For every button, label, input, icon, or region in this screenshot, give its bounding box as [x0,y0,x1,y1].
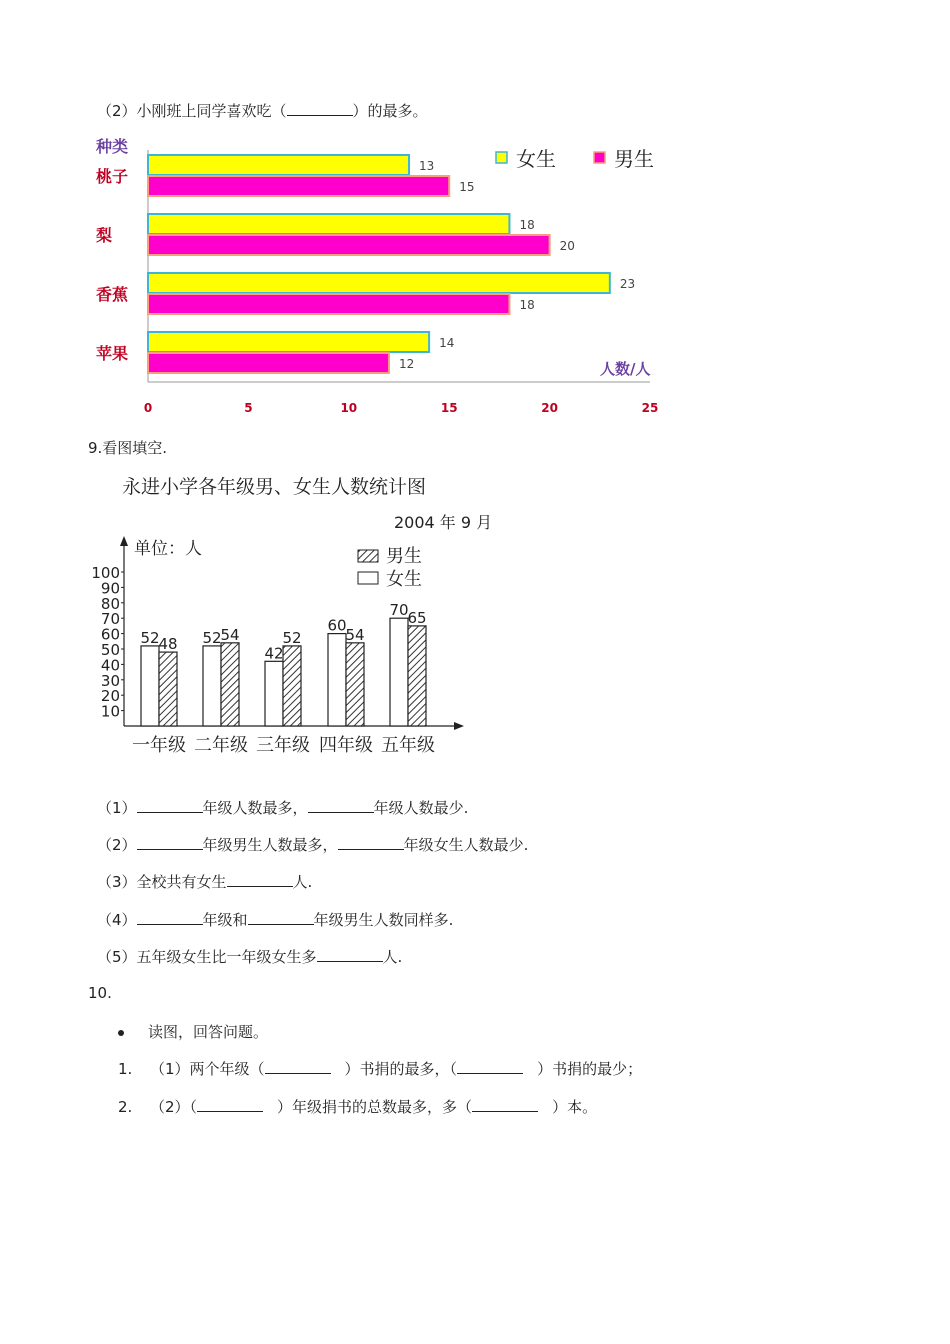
q9-item-4 [97,909,453,930]
bar-boys [346,643,364,726]
bar-男生 [148,353,389,373]
category-label: 梨 [96,226,113,245]
category-label: 二年级 [194,735,248,756]
answer-blank[interactable] [197,1097,263,1112]
data-label: 52 [140,628,160,647]
bar-boys [159,652,177,726]
x-axis-arrow [454,722,464,730]
data-label: 52 [202,628,222,647]
x-tick-label: 0 [143,401,153,415]
q9-item-5-p1: （5）五年级女生比一年级女生多 [97,948,317,966]
data-label: 20 [559,239,575,253]
bar-girls [203,646,221,726]
answer-blank[interactable] [287,101,353,116]
x-tick-label: 25 [641,401,659,415]
data-label: 52 [282,628,302,647]
q9-item-1-p3: 年级人数最少. [373,799,469,817]
data-label: 14 [439,336,455,350]
bar-girls [265,661,283,726]
q10-item-2-num: 2. [118,1098,133,1116]
q9-item-3 [97,871,312,892]
q10-item-1-p2: ）书捐的最多，（ [344,1060,458,1078]
answer-blank[interactable] [317,947,383,962]
y-tick-label: 90 [100,579,120,598]
q10-item-1-num: 1. [118,1060,133,1078]
fruit-bar-chart [88,130,688,420]
legend-swatch-girls [358,572,378,584]
q9-item-2-p2: 年级男生人数最多， [202,836,338,854]
q8-sub2-suffix: ）的最多。 [352,102,428,120]
data-label: 12 [398,357,415,371]
answer-blank[interactable] [137,798,203,813]
q9-item-4-p3: 年级男生人数同样多. [313,911,454,929]
data-label: 54 [220,625,240,644]
q10-title: 10. [88,984,112,1002]
chart-title: 永进小学各年级男、女生人数统计图 [122,476,427,498]
answer-blank[interactable] [472,1097,538,1112]
category-label: 桃子 [96,167,129,186]
q9-item-2-p3: 年级女生人数最少. [403,836,529,854]
q10-bullet-text: 读图，回答问题。 [148,1023,269,1041]
bar-女生 [148,214,509,234]
q9-item-2 [97,834,528,855]
bar-girls [141,646,159,726]
y-tick-label: 70 [100,610,120,629]
bar-boys [283,646,301,726]
answer-blank[interactable] [338,835,404,850]
data-label: 15 [459,180,475,194]
q10-item-2 [118,1096,597,1117]
q9-item-1-p1: （1） [97,799,137,817]
legend-label-girls: 女生 [516,147,556,171]
answer-blank[interactable] [265,1059,331,1074]
q9-item-1 [97,797,468,818]
x-tick-label: 10 [340,401,358,415]
bar-boys [221,643,239,726]
y-axis-label: 种类 [96,137,129,156]
data-label: 60 [327,616,347,635]
answer-blank[interactable] [137,835,203,850]
q10-item-1 [118,1058,642,1079]
q8-sub2-line [97,100,428,121]
x-tick-label: 15 [440,401,458,415]
bullet-dot [118,1030,124,1036]
x-tick-label: 5 [244,401,253,415]
q9-item-2-p1: （2） [97,836,137,854]
category-label: 五年级 [381,735,435,756]
legend-label-girls: 女生 [386,569,422,590]
bar-女生 [148,332,429,352]
q9-item-5-p2: 人. [382,948,403,966]
data-label: 70 [389,601,409,620]
category-label: 香蕉 [96,285,129,304]
q10-item-2-p1: （2）（ [150,1098,198,1116]
answer-blank[interactable] [457,1059,523,1074]
y-tick-label: 50 [100,641,120,659]
y-tick-label: 10 [100,702,120,721]
x-axis-label: 人数/人 [600,360,651,378]
answer-blank[interactable] [227,872,293,887]
data-label: 18 [519,218,535,232]
chart-legend [496,147,654,171]
q9-item-4-p2: 年级和 [202,911,248,929]
q9-item-4-p1: （4） [97,911,137,929]
data-label: 42 [264,644,284,663]
q10-item-2-p3: ）本。 [552,1098,598,1116]
bar-男生 [148,235,550,255]
y-tick-label: 80 [100,594,120,613]
y-tick-label: 30 [100,671,120,690]
category-label: 三年级 [256,735,310,756]
x-tick-label: 20 [541,401,558,415]
q9-item-3-p1: （3）全校共有女生 [97,873,227,891]
legend-label-boys: 男生 [386,546,422,567]
bar-girls [390,618,408,726]
legend-swatch-girls [496,152,507,163]
bar-男生 [148,176,449,196]
legend-label-boys: 男生 [614,147,654,171]
data-label: 48 [158,635,178,654]
category-label: 苹果 [96,344,129,363]
chart-subtitle: 2004 年 9 月 [394,513,493,532]
y-tick-label: 60 [100,625,120,644]
y-axis-arrow [120,536,128,546]
y-tick-label: 20 [100,687,120,706]
q10-item-1-p3: ）书捐的最少； [537,1060,643,1078]
grade-bar-chart [88,468,508,763]
answer-blank[interactable] [248,910,314,925]
data-label: 65 [407,608,427,627]
q9-item-1-p2: 年级人数最多， [202,799,308,817]
q9-title: 9.看图填空. [88,439,168,457]
answer-blank[interactable] [137,910,203,925]
legend-swatch-boys [358,550,378,562]
chart-unit: 单位：人 [134,539,202,559]
q9-item-3-p2: 人. [292,873,313,891]
data-label: 13 [419,159,435,173]
category-label: 一年级 [132,735,186,756]
q8-sub2-prefix: （2）小刚班上同学喜欢吃（ [97,102,287,120]
chart-legend [358,546,422,590]
data-label: 18 [519,298,535,312]
q9-item-5 [97,946,402,967]
legend-swatch-boys [594,152,605,163]
answer-blank[interactable] [308,798,374,813]
bar-女生 [148,155,409,175]
bar-女生 [148,273,610,293]
q10-item-2-p2: ）年级捐书的总数最多，多（ [277,1098,473,1116]
bar-boys [408,626,426,726]
y-tick-label: 100 [91,564,120,582]
y-tick-label: 40 [100,656,120,675]
bar-girls [328,634,346,726]
data-label: 23 [619,277,636,291]
q10-bullet-line [118,1021,268,1042]
q10-item-1-p1: （1）两个年级（ [150,1060,265,1078]
category-label: 四年级 [319,735,373,756]
bar-男生 [148,294,509,314]
data-label: 54 [345,625,365,644]
